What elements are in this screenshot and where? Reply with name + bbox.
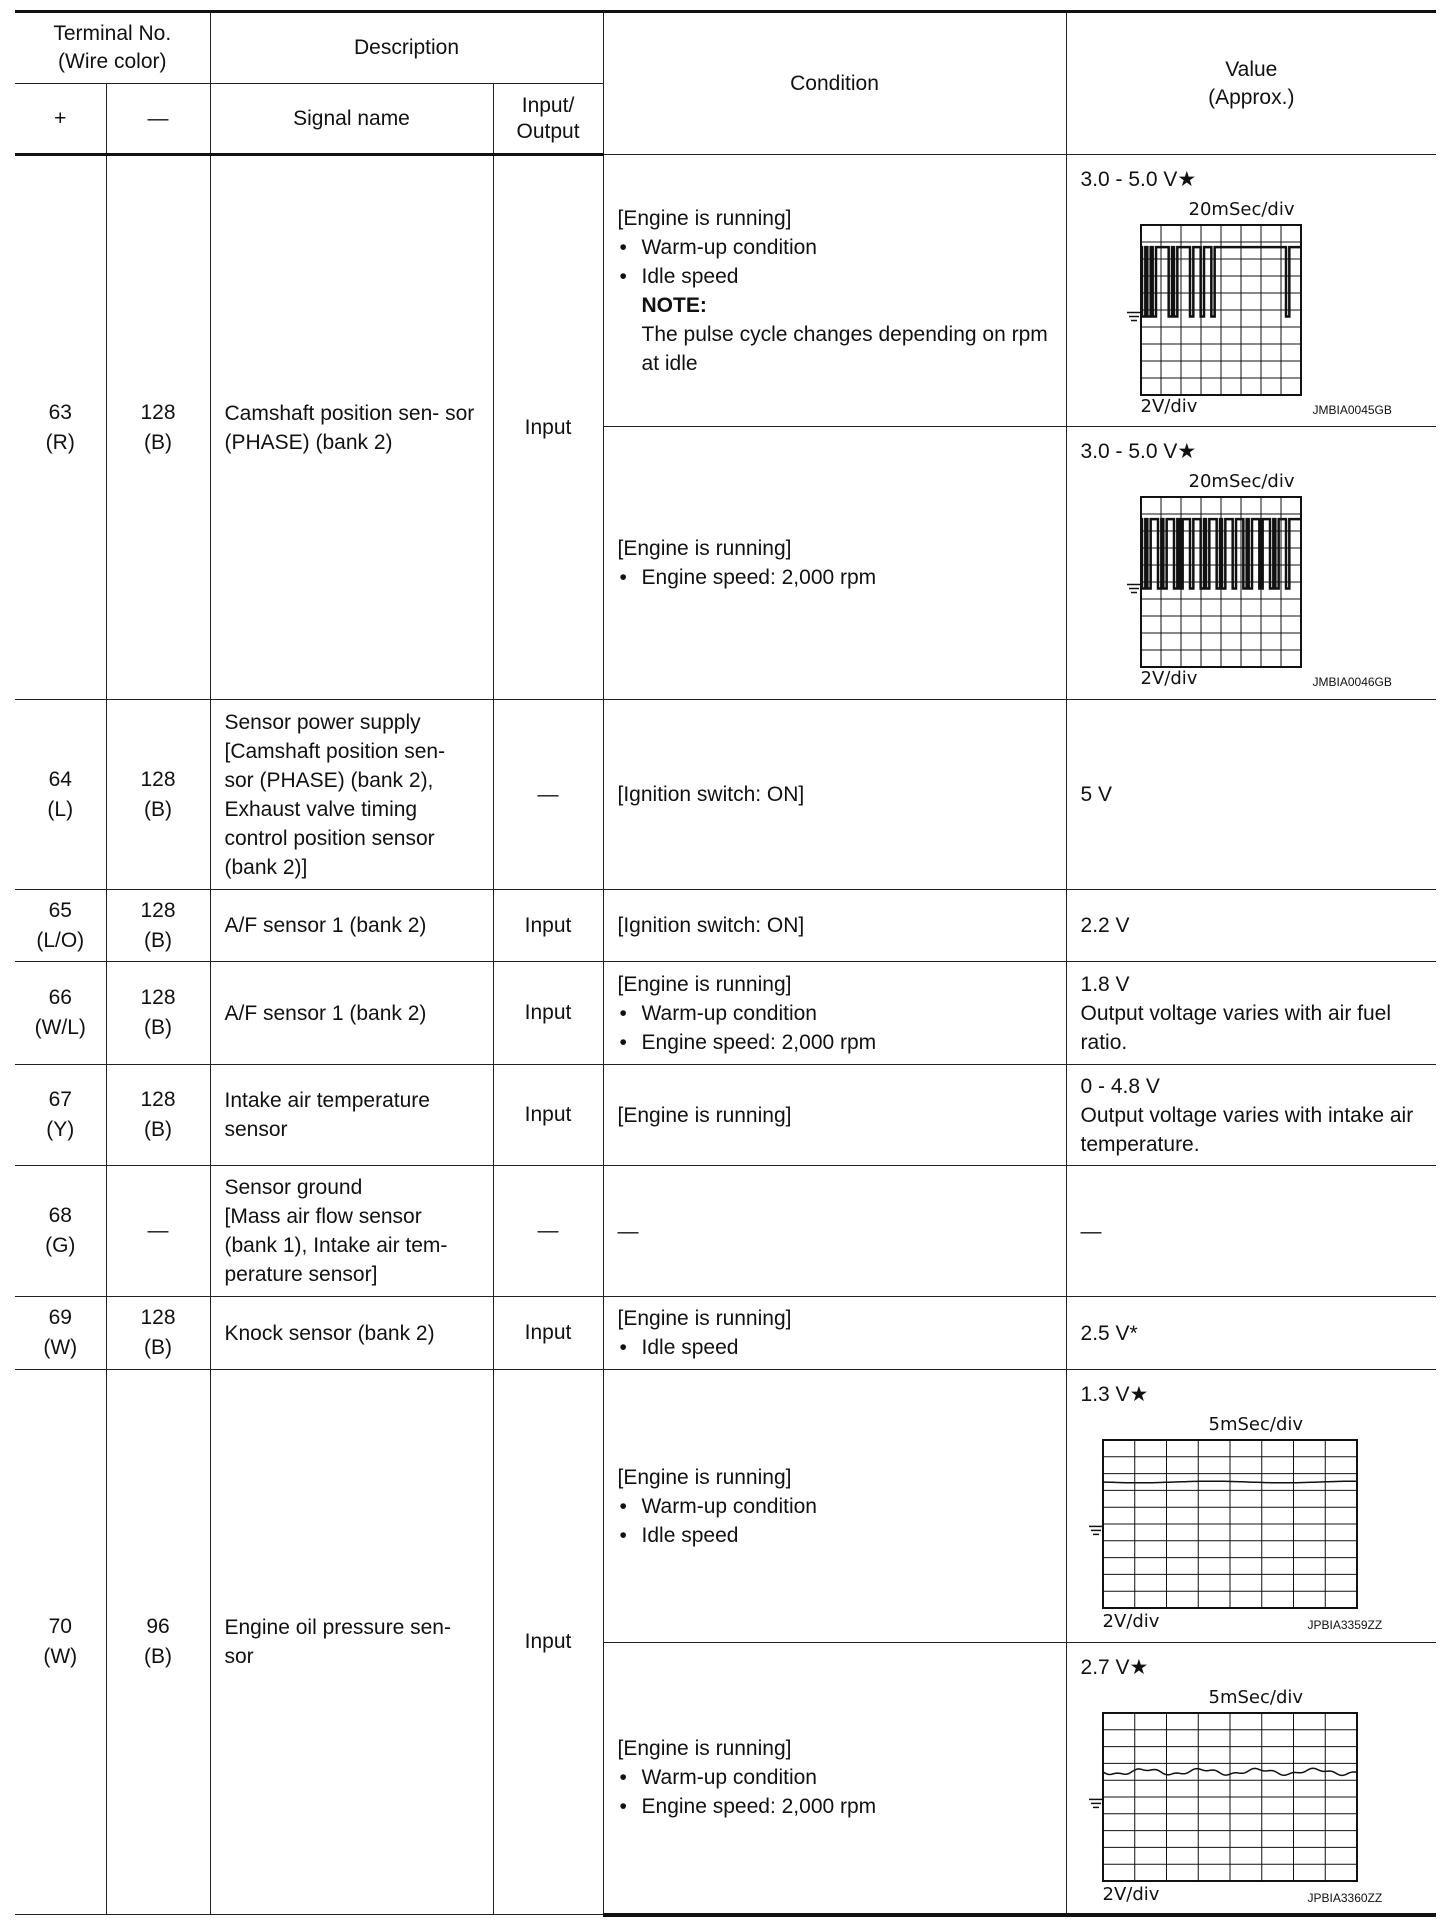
condition-bullet: • Idle speed <box>618 1521 1058 1550</box>
value-cell <box>1066 1065 1436 1166</box>
wire-color: (W) <box>43 1645 78 1668</box>
signal-line: Intake air temperature <box>224 1089 430 1112</box>
condition-cell: [Ignition switch: ON] <box>603 700 1066 890</box>
signal-name: Camshaft position sen- sor (PHASE) (bank 2) <box>210 155 493 700</box>
timebase-label: 20mSec/div <box>1188 199 1295 220</box>
value-cell: 5 V <box>1066 700 1436 890</box>
terminal-number: 66 <box>48 986 72 1009</box>
note-label: NOTE: <box>641 293 707 317</box>
input-output: Input <box>493 155 603 700</box>
signal-name <box>210 1166 493 1297</box>
condition-cell <box>603 427 1066 700</box>
plus-terminal <box>15 962 106 1065</box>
table-row <box>15 1370 1436 1643</box>
condition-bullet: • Warm-up condition <box>618 233 1058 262</box>
figure-code: JPBIA3360ZZ <box>1307 1891 1383 1905</box>
oscilloscope-waveform <box>1081 1681 1411 1911</box>
input-output: Input <box>493 962 603 1065</box>
plus-terminal <box>15 1297 106 1370</box>
wire-color: (B) <box>144 797 172 821</box>
terminal-number: 64 <box>48 767 72 791</box>
table-row <box>15 890 1436 962</box>
minus-terminal <box>106 155 210 700</box>
wire-color: (B) <box>144 928 172 952</box>
value-cell <box>1066 962 1436 1065</box>
plus-terminal <box>15 1065 106 1166</box>
condition-bullet: • Warm-up condition <box>618 999 1058 1028</box>
condition-cell: [Ignition switch: ON] <box>603 890 1066 962</box>
signal-line: (bank 1), Intake air tem- <box>224 1234 448 1257</box>
minus-terminal <box>106 890 210 962</box>
signal-line: (bank 2)] <box>224 855 308 879</box>
header-wire-color-label: (Wire color) <box>58 50 167 73</box>
terminal-number: 128 <box>140 1088 176 1111</box>
terminal-number: 65 <box>48 898 72 922</box>
wire-color: (B) <box>144 430 172 454</box>
condition-bullet: • Idle speed <box>618 262 1058 291</box>
minus-terminal <box>106 1370 210 1915</box>
signal-name: A/F sensor 1 (bank 2) <box>210 890 493 962</box>
header-input-output: Input/ Output <box>493 84 603 155</box>
signal-line: Exhaust valve timing <box>224 797 418 821</box>
condition-cell <box>603 962 1066 1065</box>
condition-title: [Engine is running] <box>617 1737 792 1761</box>
input-output: Input <box>493 1297 603 1370</box>
header-condition: Condition <box>603 12 1066 155</box>
terminal-number: 67 <box>48 1088 72 1111</box>
plus-terminal <box>15 700 106 890</box>
plus-terminal <box>15 1166 106 1297</box>
plus-terminal <box>15 1370 106 1915</box>
terminal-number: 63 <box>48 400 72 424</box>
terminal-number: 128 <box>140 400 176 424</box>
signal-line: sensor <box>224 1118 288 1141</box>
terminal-table <box>15 10 1436 1917</box>
terminal-number: 128 <box>140 767 176 791</box>
wire-color: (B) <box>144 1336 172 1359</box>
value-note: Output voltage varies with intake air temperature. <box>1080 1103 1414 1156</box>
condition-title: [Engine is running] <box>617 1465 792 1489</box>
oscilloscope-waveform <box>1081 193 1411 423</box>
signal-line: perature sensor] <box>224 1263 378 1286</box>
wire-color: (G) <box>45 1234 76 1257</box>
condition-cell <box>603 1297 1066 1370</box>
wire-color: (B) <box>144 1016 172 1039</box>
flat-waveform-chart <box>1081 1408 1411 1638</box>
volts-per-div-label: 2V/div <box>1140 668 1198 689</box>
signal-name: A/F sensor 1 (bank 2) <box>210 962 493 1065</box>
minus-terminal <box>106 962 210 1065</box>
condition-bullet: • Idle speed <box>618 1333 1058 1362</box>
volts-per-div-label: 2V/div <box>1102 1884 1160 1905</box>
table-row <box>15 1297 1436 1370</box>
signal-line: sor (PHASE) (bank 2), <box>224 768 434 792</box>
condition-cell <box>603 1370 1066 1643</box>
table-row <box>15 700 1436 890</box>
input-output: — <box>493 700 603 890</box>
plus-terminal <box>15 155 106 700</box>
minus-terminal <box>106 1297 210 1370</box>
condition-bullet: • Engine speed: 2,000 rpm <box>618 1028 1058 1057</box>
value-note: Output voltage varies with air fuel ratio. <box>1080 1001 1392 1054</box>
terminal-number: 96 <box>146 1615 170 1638</box>
condition-title: [Engine is running] <box>617 1307 792 1330</box>
wire-color: (B) <box>144 1645 172 1668</box>
value-cell: 2.5 V* <box>1066 1297 1436 1370</box>
volts-per-div-label: 2V/div <box>1102 1611 1160 1632</box>
wire-color: (Y) <box>46 1118 75 1141</box>
input-output: Input <box>493 890 603 962</box>
header-description: Description <box>210 12 603 84</box>
header-value <box>1066 12 1436 155</box>
condition-bullet: • Engine speed: 2,000 rpm <box>618 1792 1058 1821</box>
value-text: 1.3 V★ <box>1080 1383 1149 1406</box>
pulse-waveform-chart <box>1081 465 1411 695</box>
wire-color: (B) <box>144 1118 172 1141</box>
header-approx-label: (Approx.) <box>1208 85 1295 109</box>
value-text: 3.0 - 5.0 V★ <box>1080 440 1197 463</box>
oscilloscope-waveform <box>1081 1408 1411 1638</box>
timebase-label: 5mSec/div <box>1208 1687 1304 1708</box>
condition-title: [Engine is running] <box>617 537 792 560</box>
value-cell <box>1066 427 1436 700</box>
plus-terminal <box>15 890 106 962</box>
figure-code: JMBIA0046GB <box>1312 675 1392 689</box>
pulse-waveform-chart <box>1081 193 1411 423</box>
table-row <box>15 1166 1436 1297</box>
wire-color: (W/L) <box>34 1016 86 1039</box>
value-text: 1.8 V <box>1080 972 1130 996</box>
value-text: 2.7 V★ <box>1080 1656 1149 1679</box>
signal-name <box>210 1370 493 1915</box>
terminal-number: 128 <box>140 898 176 922</box>
signal-name <box>210 700 493 890</box>
minus-terminal <box>106 700 210 890</box>
signal-line: Sensor power supply <box>224 710 421 734</box>
value-text: 0 - 4.8 V <box>1080 1074 1160 1098</box>
signal-line: [Camshaft position sen- <box>224 739 446 763</box>
signal-trace <box>1141 519 1301 588</box>
timebase-label: 20mSec/div <box>1188 471 1295 492</box>
timebase-label: 5mSec/div <box>1208 1414 1304 1435</box>
oscilloscope-waveform <box>1081 465 1411 695</box>
header-signal-name: Signal name <box>210 84 493 155</box>
condition-bullet: • Warm-up condition <box>618 1492 1058 1521</box>
figure-code: JMBIA0045GB <box>1312 403 1392 417</box>
terminal-number: 128 <box>140 986 176 1009</box>
signal-line: Engine oil pressure sen- <box>224 1616 451 1639</box>
input-output: Input <box>493 1370 603 1915</box>
condition-cell <box>603 1643 1066 1915</box>
table-row <box>15 962 1436 1065</box>
header-minus: — <box>106 84 210 155</box>
volts-per-div-label: 2V/div <box>1140 396 1198 417</box>
minus-terminal <box>106 1065 210 1166</box>
value-cell: 2.2 V <box>1066 890 1436 962</box>
value-cell <box>1066 1370 1436 1643</box>
condition-title: [Engine is running] <box>617 206 792 230</box>
signal-name <box>210 1065 493 1166</box>
header-terminal-no <box>15 12 210 84</box>
input-output: Input <box>493 1065 603 1166</box>
signal-line: [Mass air flow sensor <box>224 1205 422 1228</box>
condition-bullet: • Warm-up condition <box>618 1763 1058 1792</box>
value-cell: — <box>1066 1166 1436 1297</box>
table-row <box>15 1065 1436 1166</box>
header-terminal-label: Terminal No. <box>53 22 172 45</box>
value-cell <box>1066 1643 1436 1915</box>
input-output: — <box>493 1166 603 1297</box>
condition-bullet: • Engine speed: 2,000 rpm <box>618 563 1058 592</box>
terminal-number: 68 <box>48 1204 72 1227</box>
terminal-number: 128 <box>140 1306 176 1329</box>
signal-line: sor <box>224 1645 254 1668</box>
wavy-waveform-chart <box>1081 1681 1411 1911</box>
condition-cell: — <box>603 1166 1066 1297</box>
condition-cell <box>603 155 1066 427</box>
minus-terminal: — <box>106 1166 210 1297</box>
note-text: The pulse cycle changes depending on rpm at idle <box>641 322 1048 375</box>
condition-title: [Engine is running] <box>617 972 792 996</box>
wire-color: (L) <box>47 797 74 821</box>
wire-color: (L/O) <box>36 928 85 952</box>
condition-cell: [Engine is running] <box>603 1065 1066 1166</box>
wire-color: (W) <box>43 1336 78 1359</box>
terminal-number: 69 <box>48 1306 72 1329</box>
header-value-label: Value <box>1225 57 1278 81</box>
terminal-table-container <box>15 10 1436 1917</box>
signal-name: Knock sensor (bank 2) <box>210 1297 493 1370</box>
value-cell <box>1066 155 1436 427</box>
value-text: 3.0 - 5.0 V★ <box>1080 168 1197 191</box>
figure-code: JPBIA3359ZZ <box>1307 1618 1383 1632</box>
table-row <box>15 155 1436 427</box>
signal-line: Sensor ground <box>224 1176 363 1199</box>
header-plus: + <box>15 84 106 155</box>
signal-line: control position sensor <box>224 826 435 850</box>
wire-color: (R) <box>45 430 75 454</box>
terminal-number: 70 <box>48 1615 72 1638</box>
